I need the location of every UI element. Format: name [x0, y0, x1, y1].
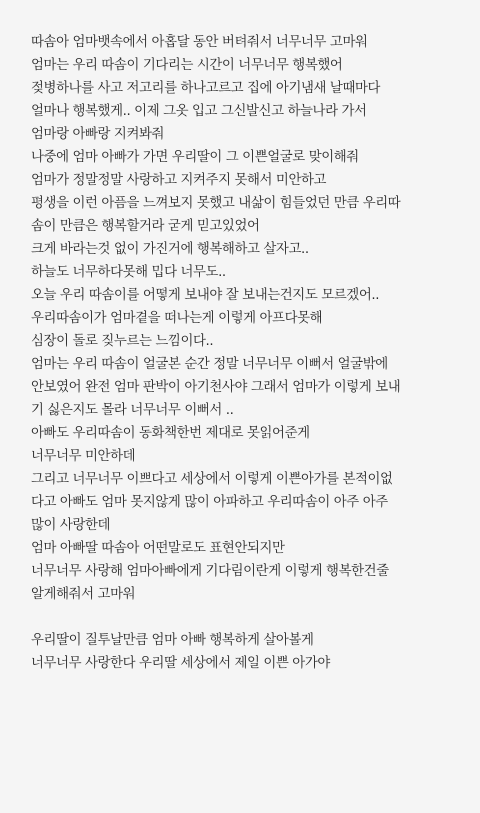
letter-line: 기 싫은지도 몰라 너무너무 이뻐서 .. [31, 403, 234, 418]
letter-line: 엄마는 우리 따솜이 기다리는 시간이 너무너무 행복했어 [31, 58, 343, 73]
letter-line: 젖병하나를 사고 저고리를 하나고르고 집에 아기냄새 날때마다 [31, 81, 381, 96]
letter-line: 엄마는 우리 따솜이 얼굴본 순간 정말 너무너무 이뻐서 얼굴밖에 [31, 357, 388, 372]
letter-line: 솜이 만큼은 행복할거라 굳게 믿고있었어 [31, 219, 260, 234]
letter-line: 심장이 돌로 짖누르는 느낌이다.. [31, 334, 214, 349]
letter-line: 따솜아 엄마뱃속에서 아홉달 동안 버텨줘서 너무너무 고마워 [31, 35, 368, 50]
letter-line: 평생을 이런 아픔을 느껴보지 못했고 내삶이 힘들었던 만큼 우리따 [31, 196, 401, 211]
letter-line: 많이 사랑한데 [31, 518, 111, 533]
letter-line: 너무너무 사랑한다 우리딸 세상에서 제일 이쁜 아가야 [31, 656, 330, 671]
letter-line: 엄마 아빠딸 따솜아 어떤말로도 표현안되지만 [31, 541, 285, 556]
letter-line: 크게 바라는것 없이 가진거에 행복해하고 살자고.. [31, 242, 309, 257]
letter-line: 엄마랑 아빠랑 지켜봐줘 [31, 127, 165, 142]
letter-line: 알게해줘서 고마워 [31, 587, 136, 602]
blank-line [31, 606, 470, 629]
letter-line: 나중에 엄마 아빠가 가면 우리딸이 그 이쁜얼굴로 맞이해줘 [31, 150, 359, 165]
letter-line: 우리따솜이가 엄마곁을 떠나는게 이렇게 아프다못해 [31, 311, 323, 326]
letter-line: 엄마가 정말정말 사랑하고 지켜주지 못해서 미안하고 [31, 173, 327, 188]
letter-line: 얼마나 행복했게.. 이제 그옷 입고 그신발신고 하늘나라 가서 [31, 104, 367, 119]
letter-line: 너무너무 사랑해 엄마아빠에게 기다림이란게 이렇게 행복한건줄 [31, 564, 389, 579]
letter-line: 오늘 우리 따솜이를 어떻게 보내야 잘 보내는건지도 모르겠어.. [31, 288, 380, 303]
letter-line: 하늘도 너무하다못해 밉다 너무도.. [31, 265, 226, 280]
letter-line: 다고 아빠도 엄마 못지않게 많이 아파하고 우리따솜이 아주 아주 [31, 495, 388, 510]
letter-line: 아빠도 우리따솜이 동화책한번 제대로 못읽어준게 [31, 426, 310, 441]
letter-line: 우리딸이 질투날만큼 엄마 아빠 행복하게 살아볼게 [31, 633, 314, 648]
letter-line: 안보였어 완전 엄마 판박이 아기천사야 그래서 엄마가 이렇게 보내 [31, 380, 401, 395]
letter-line: 그리고 너무너무 이쁘다고 세상에서 이렇게 이쁜아가를 본적이없 [31, 472, 393, 487]
letter-line: 너무너무 미안하데 [31, 449, 136, 464]
